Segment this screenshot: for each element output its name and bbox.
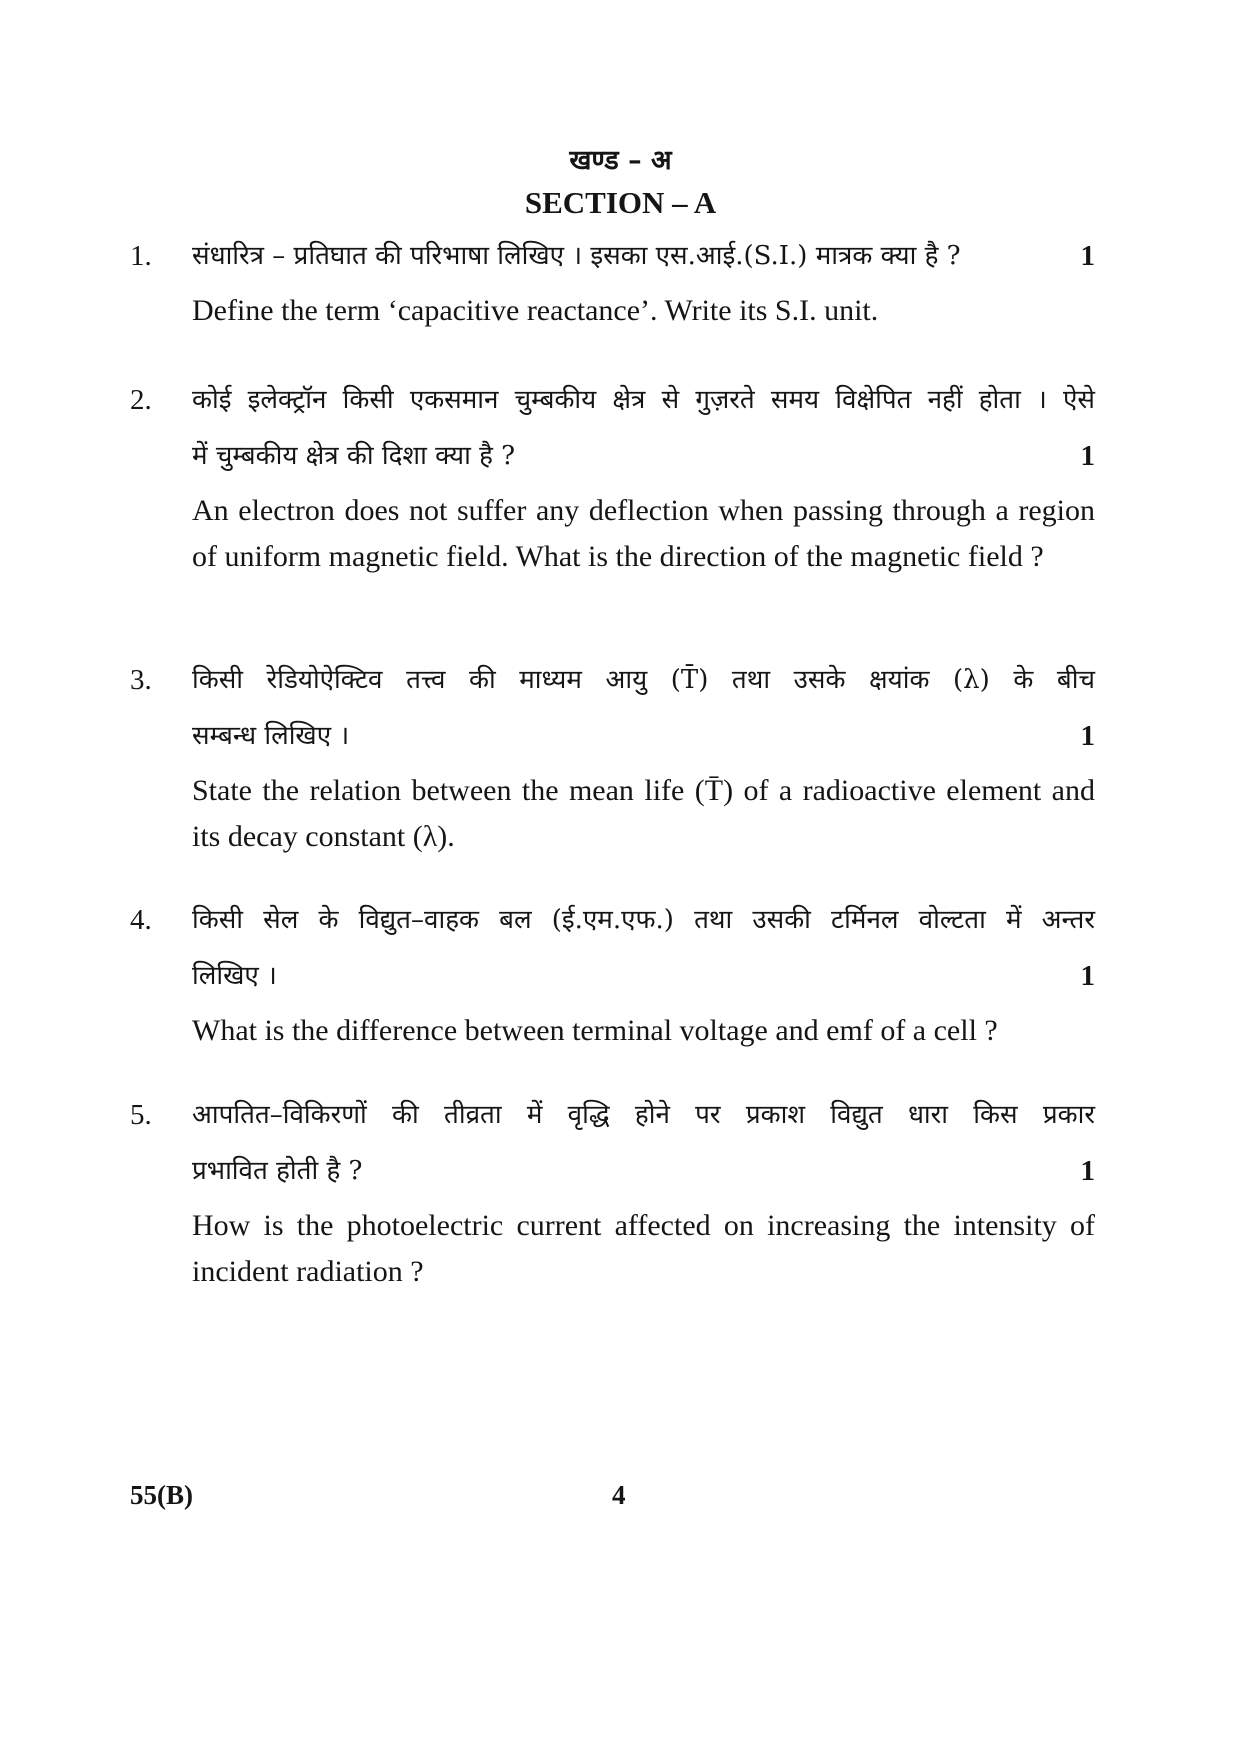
question-hindi-line — [192, 1143, 1095, 1199]
section-heading-hindi: खण्ड – अ — [569, 145, 672, 176]
question-marks: 1 — [1080, 440, 1095, 472]
question-english-text: State the relation between the mean life (T̄) of a radioactive element and its decay constant (λ). — [192, 774, 1095, 853]
question-english-text: Define the term ‘capacitive reactance’. Write its S.I. unit. — [192, 294, 879, 327]
question-number: 1. — [130, 240, 152, 272]
question-marks: 1 — [1080, 240, 1095, 272]
page-number: 4 — [612, 1480, 626, 1510]
question-body — [192, 1087, 1095, 1295]
question-hindi-text: प्रभावित होती है ? — [192, 1156, 363, 1186]
question-number: 4. — [130, 904, 152, 936]
question-marks: 1 — [1080, 720, 1095, 752]
question-body — [192, 372, 1095, 580]
question-hindi-line — [192, 228, 1095, 284]
question-english-text: How is the photoelectric current affected on increasing the intensity of incident radiation ? — [192, 1209, 1095, 1288]
question-hindi-text: सम्बन्ध लिखिए । — [192, 721, 350, 751]
question-body — [192, 892, 1095, 1054]
question-hindi-line: किसी रेडियोऐक्टिव तत्त्व की माध्यम आयु (T̄) तथा उसके क्षयांक (λ) के बीच — [192, 665, 1095, 695]
question-hindi-line: किसी सेल के विद्युत–वाहक बल (ई.एम.एफ.) तथा उसकी टर्मिनल वोल्टता में अन्तर — [192, 905, 1095, 935]
question-hindi-line — [192, 708, 1095, 764]
paper-code: 55(B) — [130, 1480, 193, 1510]
question-number: 5. — [130, 1099, 152, 1131]
question-hindi-line — [192, 428, 1095, 484]
question-hindi-text: संधारित्र – प्रतिघात की परिभाषा लिखिए । इसका एस.आई.(S.I.) मात्रक क्या है ? — [192, 241, 961, 271]
question-hindi-line: आपतित–विकिरणों की तीव्रता में वृद्धि होने पर प्रकाश विद्युत धारा किस प्रकार — [192, 1100, 1095, 1130]
question-number: 3. — [130, 664, 152, 696]
question-marks: 1 — [1080, 960, 1095, 992]
question-number: 2. — [130, 384, 152, 416]
question-body — [192, 652, 1095, 860]
question-english-text: An electron does not suffer any deflection when passing through a region of uniform magnetic field. What is the direction of the magnetic field ? — [192, 494, 1095, 573]
question-english-text: What is the difference between terminal voltage and emf of a cell ? — [192, 1014, 998, 1047]
question-hindi-line — [192, 948, 1095, 1004]
question-marks: 1 — [1080, 1155, 1095, 1187]
question-body — [192, 228, 1095, 334]
section-heading-english: SECTION – A — [524, 185, 717, 220]
question-hindi-line: कोई इलेक्ट्रॉन किसी एकसमान चुम्बकीय क्षेत्र से गुज़रते समय विक्षेपित नहीं होता । ऐसे — [192, 385, 1095, 415]
question-hindi-text: लिखिए । — [192, 961, 277, 991]
question-hindi-text: में चुम्बकीय क्षेत्र की दिशा क्या है ? — [192, 441, 516, 471]
